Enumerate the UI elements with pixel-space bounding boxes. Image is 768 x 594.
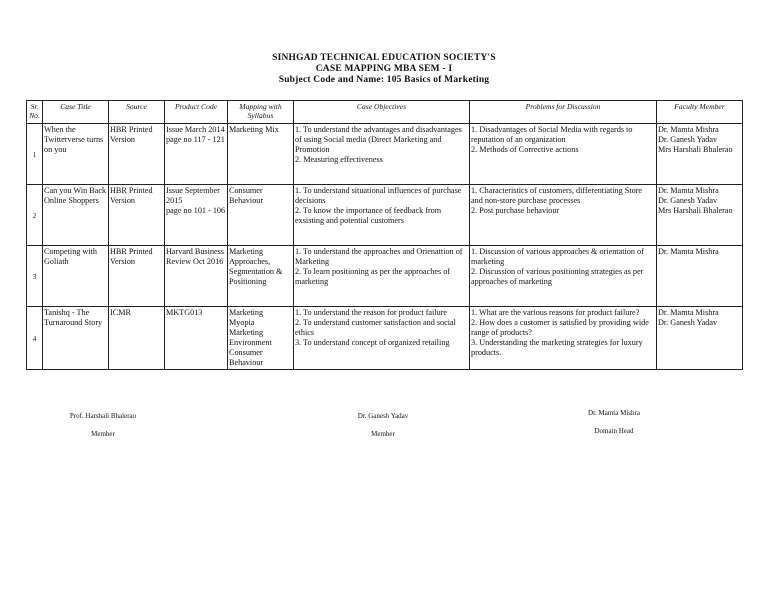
problem-item: 3. Understanding the marketing strategies for luxury products.: [471, 338, 643, 357]
case-title-cell: Tanishq - The Turnaround Story: [43, 307, 109, 370]
problem-item: 1. Characteristics of customers, differentiating Store and non-store purchase processes: [471, 186, 643, 205]
table-row: [27, 185, 743, 246]
problems-cell: [470, 124, 657, 185]
mapping-cell: [228, 307, 294, 370]
mapping-cell: [228, 185, 294, 246]
table-row: [27, 124, 743, 185]
objective-item: 2. To learn positioning as per the approaches of marketing: [295, 267, 451, 286]
problem-item: 1. What are the various reasons for product failure?: [471, 308, 640, 317]
document-title: CASE MAPPING MBA SEM - I: [315, 64, 453, 74]
faculty-name: Mrs Harshali Bhalerao: [658, 145, 733, 154]
objective-item: 2. Measuring effectiveness: [295, 155, 383, 164]
table-row: [27, 246, 743, 307]
objective-item: 2. To know the importance of feedback from exsisting and potential customers: [295, 206, 442, 225]
column-header-mapping: Mapping with Syllabus: [228, 101, 294, 124]
signatory-name: Prof. Harshali Bhalerao: [69, 412, 137, 420]
objective-item: 2. To understand customer satisfaction and social ethics: [295, 318, 456, 337]
source-cell: HBR Printed Version: [109, 246, 165, 307]
product-code-cell: [165, 246, 228, 307]
faculty-cell: [657, 124, 743, 185]
objective-item: 1. To understand the approaches and Orienattion of Marketing: [295, 247, 463, 266]
source-cell: HBR Printed Version: [109, 124, 165, 185]
column-header-sr-no: Sr. No.: [27, 101, 43, 124]
table-header-row: [27, 101, 743, 124]
mapping-line: Consumer: [229, 348, 263, 357]
signature-member-1: [48, 407, 158, 443]
faculty-name: Dr. Ganesh Yadav: [658, 135, 718, 144]
signatory-name: Dr. Mamta Mishra: [588, 409, 640, 417]
objective-item: 3. To understand concept of organized retailing: [295, 338, 450, 347]
mapping-line: Marketing: [229, 308, 264, 317]
product-code-line: Issue March 2014: [166, 125, 225, 134]
faculty-name: Dr. Ganesh Yadav: [658, 318, 718, 327]
objective-item: 1. To understand the advantages and disadvantages of using Social media (Direct Marketing and Promotion: [295, 125, 462, 154]
mapping-line: Marketing: [229, 328, 264, 337]
objectives-cell: [294, 246, 470, 307]
problems-cell: [470, 185, 657, 246]
product-code-line: Issue September 2015: [166, 186, 220, 205]
faculty-name: Dr. Ganesh Yadav: [658, 196, 718, 205]
faculty-name: Dr. Mamta Mishra: [658, 186, 719, 195]
mapping-line: Environment: [229, 338, 272, 347]
faculty-cell: [657, 246, 743, 307]
signature-domain-head: [559, 404, 669, 440]
product-code-line: MKTG013: [166, 308, 203, 317]
column-header-case-objectives: Case Objectives: [294, 101, 470, 124]
case-title-cell: Can you Win Back Online Shoppers: [43, 185, 109, 246]
case-title-cell: When the Twitterverse turns on you: [43, 124, 109, 185]
objectives-cell: [294, 124, 470, 185]
sr-no-cell: 3: [27, 246, 43, 307]
sr-no-cell: 4: [27, 307, 43, 370]
faculty-cell: [657, 307, 743, 370]
sr-no-cell: 1: [27, 124, 43, 185]
column-header-source: Source: [109, 101, 165, 124]
signature-member-2: [328, 407, 438, 443]
table-row: [27, 307, 743, 370]
problems-cell: [470, 246, 657, 307]
problem-item: 1. Discussion of various approaches & orientation of marketing: [471, 247, 644, 266]
signatory-name: Dr. Ganesh Yadav: [357, 412, 409, 420]
problem-item: 2. How does a customer is satisfied by providing wide range of products?: [471, 318, 649, 337]
problems-cell: [470, 307, 657, 370]
objective-item: 1. To understand the reason for product failure: [295, 308, 448, 317]
faculty-cell: [657, 185, 743, 246]
source-cell: ICMR: [109, 307, 165, 370]
product-code-line: Harvard Business Review Oct 2016: [166, 247, 224, 266]
product-code-cell: [165, 307, 228, 370]
signature-block: [0, 407, 768, 447]
subject-title: Subject Code and Name: 105 Basics of Marketing: [278, 75, 490, 85]
signatory-role: Domain Head: [594, 427, 634, 435]
sr-no-cell: 2: [27, 185, 43, 246]
mapping-cell: [228, 124, 294, 185]
column-header-case-title: Case Title: [43, 101, 109, 124]
problem-item: 2. Discussion of various positioning strategies as per approaches of marketing: [471, 267, 644, 286]
objective-item: 1. To understand situational influences of purchase decisions: [295, 186, 462, 205]
column-header-product-code: Product Code: [165, 101, 228, 124]
faculty-name: Dr. Mamta Mishra: [658, 125, 719, 134]
objectives-cell: [294, 185, 470, 246]
column-header-problems: Problems for Discussion: [470, 101, 657, 124]
faculty-name: Dr. Mamta Mishra: [658, 308, 719, 317]
problem-item: 2. Post purchase behaviour: [471, 206, 560, 215]
mapping-line: Marketing Approaches, Segmentation & Positioning: [229, 247, 283, 286]
product-code-line: page no 117 - 121: [166, 135, 225, 144]
mapping-cell: [228, 246, 294, 307]
problem-item: 1. Disadvantages of Social Media with regards to reputation of an organization: [471, 125, 633, 144]
mapping-line: Myopia: [229, 318, 255, 327]
case-mapping-table: [26, 100, 743, 370]
product-code-cell: [165, 124, 228, 185]
institution-title: SINHGAD TECHNICAL EDUCATION SOCIETY'S: [272, 53, 496, 63]
product-code-line: page no 101 - 106: [166, 206, 226, 215]
mapping-line: Behaviour: [229, 358, 264, 367]
faculty-name: Mrs Harshali Bhalerao: [658, 206, 733, 215]
document-header: [0, 53, 768, 86]
case-title-cell: Competing with Goliath: [43, 246, 109, 307]
mapping-line: Marketing Mix: [229, 125, 279, 134]
source-cell: HBR Printed Version: [109, 185, 165, 246]
mapping-line: Consumer Behaviour: [229, 186, 264, 205]
faculty-name: Dr. Mamta Mishra: [658, 247, 719, 256]
objectives-cell: [294, 307, 470, 370]
problem-item: 2. Methods of Corrective actions: [471, 145, 579, 154]
product-code-cell: [165, 185, 228, 246]
signatory-role: Member: [91, 430, 115, 438]
signatory-role: Member: [371, 430, 395, 438]
column-header-faculty: Faculty Member: [657, 101, 743, 124]
